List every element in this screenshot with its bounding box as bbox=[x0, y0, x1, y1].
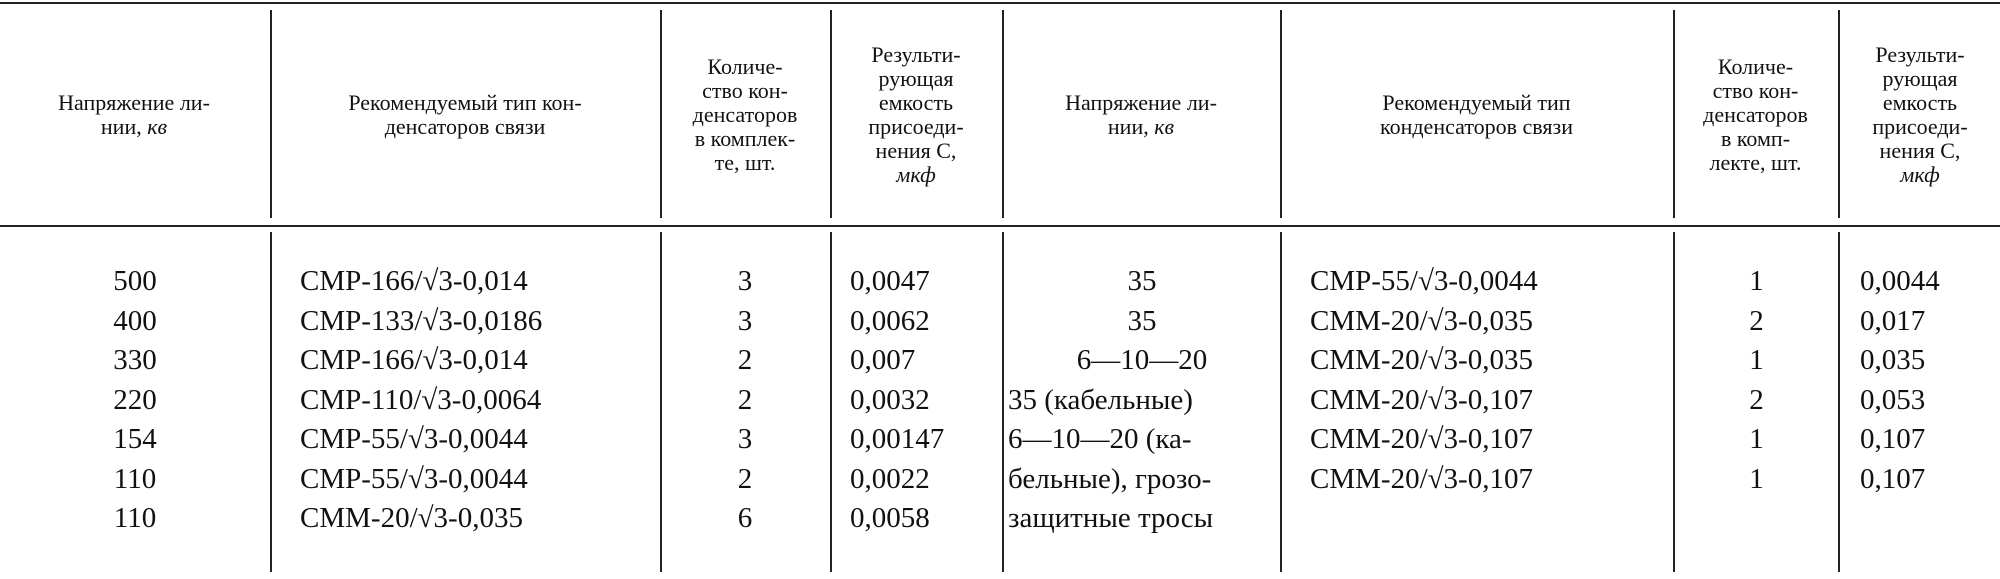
cell-capacitor-type: СММ-20/√3-0,035 bbox=[300, 502, 523, 534]
cell-capacitor-type-right: СММ-20/√3-0,035 bbox=[1310, 344, 1533, 376]
header-capacitor-count: Количе- ство кон- денсаторов в комплек- те, шт. bbox=[692, 54, 798, 175]
cell-capacity-right: 0,017 bbox=[1860, 304, 1926, 337]
cell-count: 6 bbox=[737, 502, 753, 534]
column-divider bbox=[1838, 232, 1840, 572]
cell-capacitor-type: СМР-166/√3-0,014 bbox=[300, 344, 528, 376]
header-capacitor-count-right: Количе- ство кон- денсаторов в комп- лекте, шт. bbox=[1703, 54, 1808, 175]
cell-capacity: 0,0022 bbox=[850, 462, 930, 495]
cell-count: 2 bbox=[737, 383, 753, 416]
column-divider bbox=[270, 232, 272, 572]
header-capacitor-type-right: Рекомендуемый тип конденсаторов связи bbox=[1380, 90, 1573, 139]
cell-count: 3 bbox=[737, 304, 753, 337]
cell-capacity: 0,007 bbox=[850, 344, 916, 376]
cell-capacitor-type-right: СММ-20/√3-0,107 bbox=[1310, 383, 1533, 416]
cell-capacitor-type-right: СММ-20/√3-0,107 bbox=[1310, 423, 1533, 455]
cell-capacitor-type: СМР-133/√3-0,0186 bbox=[300, 304, 543, 337]
cell-capacitor-type: СМР-55/√3-0,0044 bbox=[300, 423, 528, 455]
cell-capacity: 0,0058 bbox=[850, 502, 930, 534]
cell-count: 2 bbox=[737, 462, 753, 495]
table-top-rule bbox=[0, 2, 2000, 4]
cell-count: 3 bbox=[737, 265, 753, 297]
cell-capacity-right: 0,035 bbox=[1860, 344, 1926, 376]
cell-voltage: 110 bbox=[113, 502, 157, 534]
cell-capacity: 0,0062 bbox=[850, 304, 930, 337]
column-divider bbox=[830, 232, 832, 572]
cell-count-right: 1 bbox=[1749, 265, 1764, 297]
cell-capacitor-type: СМР-110/√3-0,0064 bbox=[300, 383, 542, 416]
cell-count-right: 1 bbox=[1749, 344, 1764, 376]
cell-count-right: 2 bbox=[1749, 383, 1764, 416]
cell-voltage: 220 bbox=[113, 383, 157, 416]
header-voltage: Напряжение ли- нии, кв bbox=[58, 90, 210, 139]
cell-capacity-right: 0,053 bbox=[1860, 383, 1926, 416]
cell-voltage-right: 6—10—20 (ка- bbox=[1008, 423, 1192, 455]
header-voltage-right: Напряжение ли- нии, кв bbox=[1065, 90, 1217, 139]
header-bottom-rule bbox=[0, 225, 2000, 227]
cell-voltage: 154 bbox=[113, 423, 157, 455]
cell-capacitor-type: СМР-55/√3-0,0044 bbox=[300, 462, 528, 495]
cell-voltage: 110 bbox=[113, 462, 157, 495]
cell-voltage-right: бельные), грозо- bbox=[1008, 462, 1212, 495]
cell-voltage-right: 6—10—20 bbox=[1076, 344, 1208, 376]
cell-voltage-right: 35 bbox=[1127, 265, 1157, 297]
cell-capacity: 0,00147 bbox=[850, 423, 945, 455]
cell-voltage-right: 35 (кабельные) bbox=[1008, 383, 1193, 416]
cell-capacity-right: 0,0044 bbox=[1860, 265, 1940, 297]
cell-capacity-right: 0,107 bbox=[1860, 462, 1926, 495]
cell-count-right: 2 bbox=[1749, 304, 1764, 337]
header-capacitor-type: Рекомендуемый тип кон- денсаторов связи bbox=[348, 90, 582, 139]
cell-voltage-right: 35 bbox=[1127, 304, 1157, 337]
cell-voltage-right: защитные тросы bbox=[1008, 502, 1214, 534]
cell-capacity: 0,0047 bbox=[850, 265, 930, 297]
cell-voltage: 500 bbox=[113, 265, 157, 297]
cell-capacitor-type: СМР-166/√3-0,014 bbox=[300, 265, 528, 297]
cell-count: 3 bbox=[737, 423, 753, 455]
cell-capacitor-type-right: СММ-20/√3-0,035 bbox=[1310, 304, 1533, 337]
cell-capacitor-type-right: СММ-20/√3-0,107 bbox=[1310, 462, 1533, 495]
cell-capacitor-type-right: СМР-55/√3-0,0044 bbox=[1310, 265, 1538, 297]
cell-voltage: 400 bbox=[113, 304, 157, 337]
cell-voltage: 330 bbox=[113, 344, 157, 376]
cell-count-right: 1 bbox=[1749, 423, 1764, 455]
cell-count: 2 bbox=[737, 344, 753, 376]
header-result-capacity: Результи- рующая емкость присоеди- нения С, мкф bbox=[868, 42, 964, 187]
header-result-capacity-right: Результи- рующая емкость присоеди- нения С, мкф bbox=[1872, 42, 1968, 187]
cell-capacity-right: 0,107 bbox=[1860, 423, 1926, 455]
cell-capacity: 0,0032 bbox=[850, 383, 930, 416]
cell-count-right: 1 bbox=[1749, 462, 1764, 495]
